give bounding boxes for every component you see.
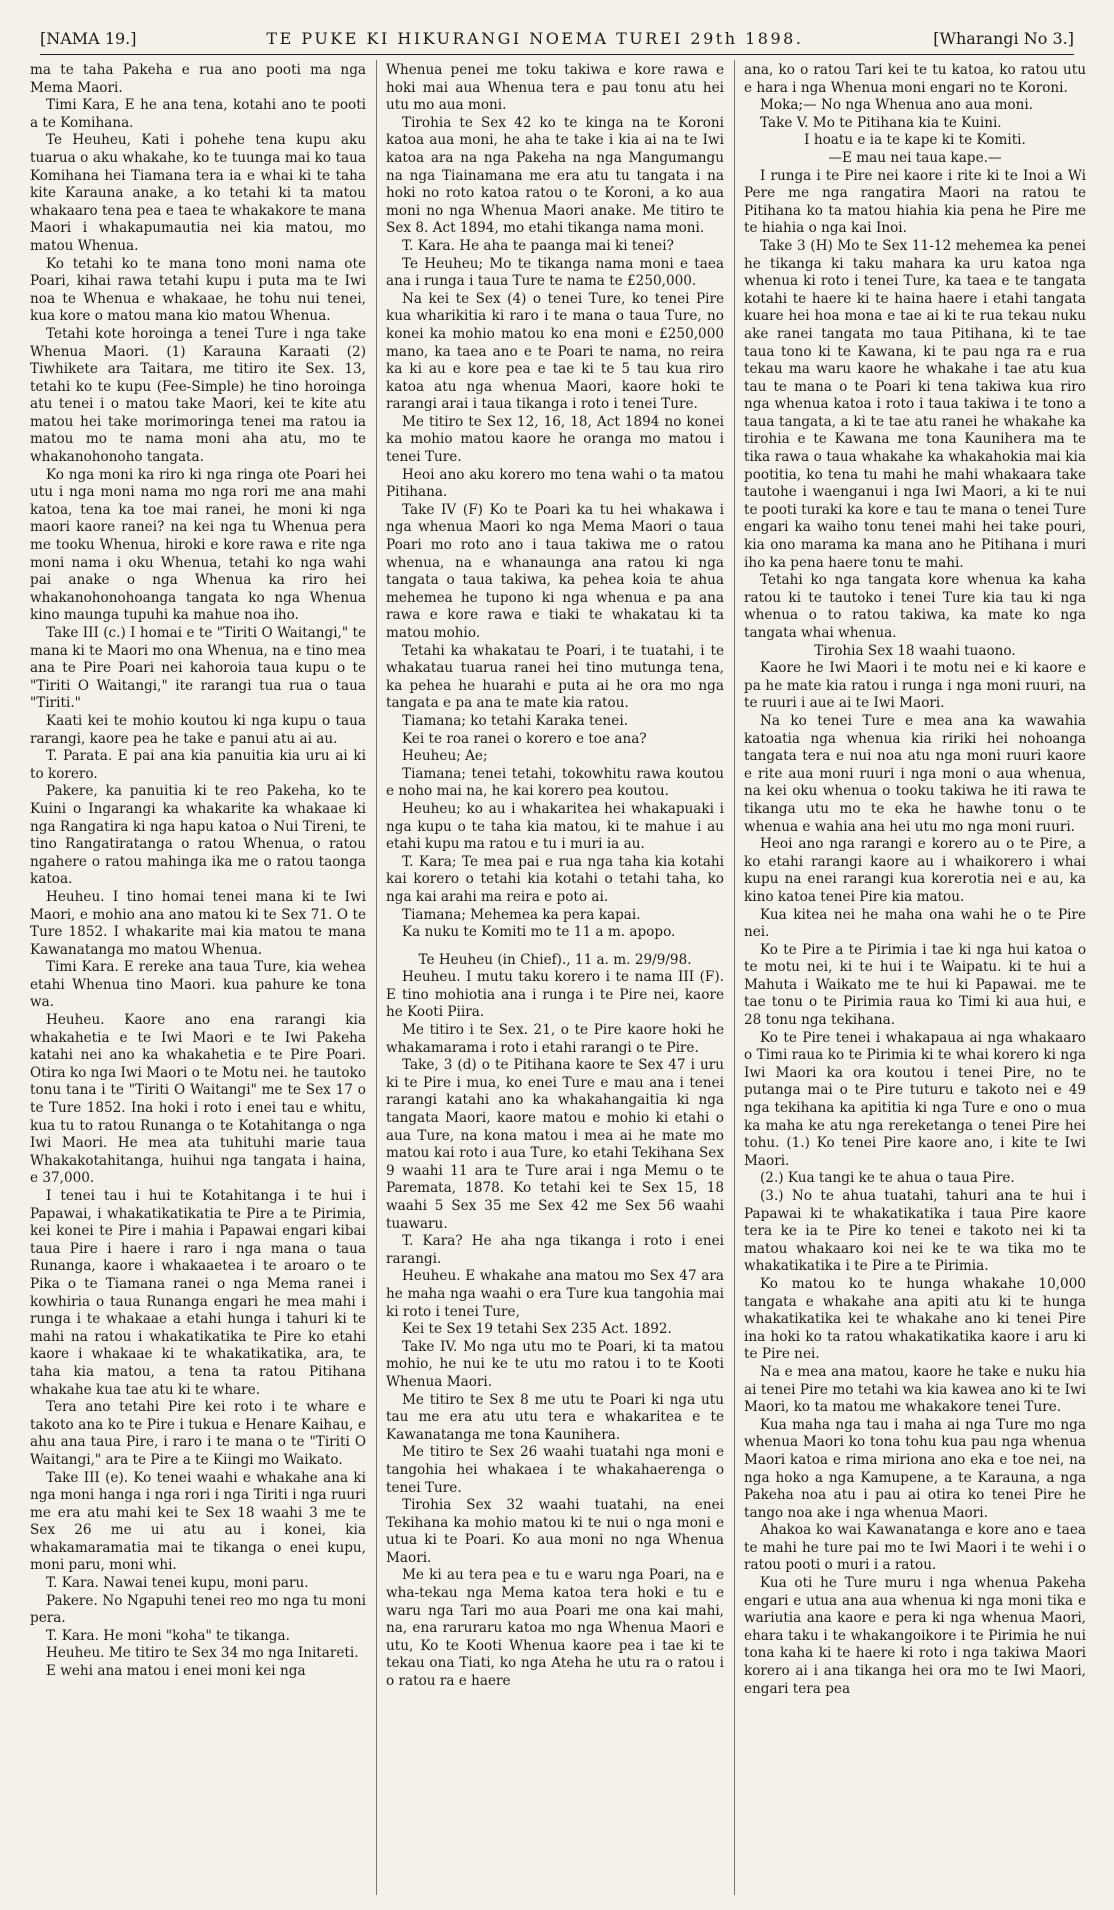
paragraph: Kei te Sex 19 tetahi Sex 235 Act. 1892. [402, 1321, 672, 1338]
page-header [40, 26, 1074, 50]
header-rule [40, 54, 1074, 55]
paragraph: Me ki au tera pea e tu e waru nga Poari, na e wha-tekau nga Mema katoa tera hoki e tu e waru nga Tari mo aua Poari me ona kai mahi, na, ena raruraru katoa mo nga Whenua Maori e utu, Ko te Kooti Whenua kaore pea i tae ki te tekau ona Tiati, ko nga Ateha he utu ra o ratou i o ratou ra e haere [386, 1567, 724, 1690]
paragraph: Take, 3 (d) o te Pitihana kaore te Sex 47 i uru ki te Pire i mua, ko enei Ture e mau ana i tenei rarangi katahi ano ka whakahangaitia ki nga tangata Maori, kaore matou e mohio ki etahi o aua Ture, na kona matou i mea ai he mate mo matou kai roto i aua Ture, ko etahi Tekihana Sex 9 waahi 11 ara te Ture arai i nga Memu o te Paremata, 1878. Ko tetahi kei te Sex 15, 18 waahi 5 Sex 35 me Sex 42 me Sex 56 waahi tuawaru. [386, 1057, 724, 1232]
paragraph: Pakere. No Ngapuhi tenei reo mo nga tu moni pera. [30, 1592, 366, 1627]
column-2 [386, 62, 724, 1892]
paragraph: Take IV. Mo nga utu mo te Poari, ki ta matou mohio, he nui ke te utu mo ratou i to te Kooti Whenua Maori. [386, 1338, 724, 1390]
paragraph: Tirohia te Sex 42 ko te kinga na te Koroni katoa aua moni, he aha te take i kia ai na te Iwi katoa ara na nga Pakeha na nga Mangumangu na nga Tiainamana me era atu tu tangata i na hoki no roto katoa ratou o te Koroni, a ko aua moni no nga Whenua Maori anake. Me titiro te Sex 8. Act 1894, mo etahi tikanga nama moni. [386, 114, 724, 237]
paragraph: Me titiro i te Sex. 21, o te Pire kaore hoki he whakamarama i roto i etahi rarangi o te Pire. [386, 1022, 724, 1056]
paragraph: Heuheu. Me titiro te Sex 34 mo nga Initareti. [46, 1645, 359, 1662]
paragraph: Me titiro te Sex 8 me utu te Poari ki nga utu tau me era atu utu tera e whakaritea e te Kawanatanga me tona Kaunihera. [386, 1391, 724, 1443]
paragraph: T. Kara; Te mea pai e rua nga taha kia kotahi kai korero o tetahi kia kotahi o tetahi taha, ko nga kai arahi ma reira e poto ai. [386, 853, 724, 905]
paragraph: Te Heuheu, Kati i pohehe tena kupu aku tuarua o aku whakahe, ko te tuunga mai ko taua Komihana hei Tiamana tera ia e whai ki te taha kite Karauna anake, a ko tetahi ki ta matou whakaaro tena pea e taea te whakakore te mana Maori i whakapumautia nei kia matou, mo matou Whenua. [30, 132, 366, 254]
paragraph: Take V. Mo te Pitihana kia te Kuini. [760, 114, 1002, 131]
paragraph: Moka;— No nga Whenua ano aua moni. [760, 97, 1034, 114]
paragraph: Take IV (F) Ko te Poari ka tu hei whakawa i nga whenua Maori ko nga Mema Maori o taua Poari mo roto ano i taua takiwa me o ratou whenua, na e whanaunga ana ratou ki nga tangata o taua takiwa, ka pehea koia te ahua mehemea he tupono ki nga whenua e pa ana rawa e kore rawa e tiaki te whakatau ki ta matou mohio. [386, 501, 724, 641]
paragraph: Ka nuku te Komiti mo te 11 a m. apopo. [402, 924, 676, 941]
paragraph: I tenei tau i hui te Kotahitanga i te hui i Papawai, i whakatikatikatia te Pire a te Pirimia, kei konei te Pire i mahia i Papawai engari kibai taua Pire i haere i raro i nga mana o taua Runanga, kaore i whakaaetea i te aroaro o te Pika o te Tiamana ranei o nga Mema ranei i kowhiria o taua Runanga engari he mea mahi i runga i te whakaae a etahi hunga i tahuri ki te mahi na ratou i whakatikatika te Pire ko etahi kaore i whakaae ki te whakatikatika, ara, te taha kia matou, a tena ta ratou Pitihana whakahe kua tae atu ki te whare. [30, 1188, 366, 1398]
paragraph: Kei te roa ranei o korero e toe ana? [402, 730, 647, 747]
paragraph: I hoatu e ia te kape ki te Komiti. [804, 132, 1026, 149]
paragraph: Ko tetahi ko te mana tono moni nama ote Poari, kihai rawa tetahi kupu i puta ma te Iwi noa te Whenua e whakaae, he tohu nui tenei, kua kore o matou mana kio matou Whenua. [30, 255, 366, 325]
paragraph: ana, ko o ratou Tari kei te tu katoa, ko ratou utu e hara i nga Whenua moni engari no te Koroni. [744, 62, 1086, 96]
paragraph: Kua maha nga tau i maha ai nga Ture mo nga whenua Maori ko tona tohu kua pau nga whenua Maori katoa e rima miriona ano eka e toe nei, na nga hoko a nga Kamupene, a te Karauna, a nga Pakeha noa atu i pau ai otira ko tenei Pire he tango noa ake i nga whenua Maori. [744, 1416, 1086, 1521]
paragraph: Heuheu. E whakahe ana matou mo Sex 47 ara he maha nga waahi o era Ture kua tangohia mai ki roto i tenei Ture, [386, 1268, 724, 1320]
paragraph: Heuheu. I tino homai tenei mana ki te Iwi Maori, e mohio ana ano matou ki te Sex 71. O te Ture 1852. I whakarite mai kia matou te mana Kawanatanga mo matou Whenua. [30, 888, 366, 958]
paragraph: Kua kitea nei he maha ona wahi he o te Pire nei. [744, 906, 1086, 941]
paragraph: (2.) Kua tangi ke te ahua o taua Pire. [760, 1170, 1015, 1187]
paragraph: Me titiro te Sex 26 waahi tuatahi nga moni e tangohia hei whakaea i te whakahaerenga o tenei Ture. [386, 1444, 724, 1496]
paragraph: Timi Kara, E he ana tena, kotahi ano te pooti a te Komihana. [30, 97, 366, 131]
paragraph: (3.) No te ahua tuatahi, tahuri ana te hui i Papawai ki te whakatikatika i taua Pire kaore tera ke ia te Pire ko tenei e takoto nei ki ta matou whakaaro koi nei ke te wa tika mo te whakatikatika i te Pire a te Pirimia. [744, 1188, 1086, 1275]
paragraph: Timi Kara. E rereke ana taua Ture, kia wehea etahi Whenua tino Maori. kua pahure ke tona wa. [30, 959, 366, 1011]
paragraph: Na e mea ana matou, kaore he take e nuku hia ai tenei Pire mo tetahi wa kia kawea ano ki te Iwi Maori, ko ta matou me whakakore tenei Ture. [744, 1363, 1086, 1416]
paragraph: Te Heuheu; Mo te tikanga nama moni e taea ana i runga i taua Ture te nama te £250,000. [386, 255, 724, 290]
paragraph: Kaore he Iwi Maori i te motu nei e ki kaore e pa he mate kia ratou i runga i nga moni ruuri, na te ruuri i aue ai te Iwi Maori. [744, 660, 1086, 712]
paragraph: T. Kara? He aha nga tikanga i roto i enei rarangi. [386, 1233, 724, 1267]
paragraph: Ahakoa ko wai Kawanatanga e kore ano e taea te mahi he ture pai mo te Iwi Maori i te wehi i o ratou pooti o muri i a ratou. [744, 1522, 1086, 1574]
paragraph: Pakere, ka panuitia ki te reo Pakeha, ko te Kuini o Ingarangi ka whakarite ka whakaae ki nga Rangatira ki nga hapu katoa o Nui Tireni, te tino Rangatiratanga o ratou Whenua, o ratou ngahere o ratou mahinga ika me o ratou taonga katoa. [30, 783, 366, 888]
paragraph: Heoi ano aku korero mo tena wahi o ta matou Pitihana. [386, 466, 724, 501]
paragraph: T. Kara. He aha te paanga mai ki tenei? [402, 237, 674, 254]
paragraph: Heuheu; Ae; [402, 748, 488, 765]
paragraph: Ko matou ko te hunga whakahe 10,000 tangata e whakahe ana apiti atu ki te hunga whakatikatika kei te whakahe ano ki tenei Pire ina hoki ko ta ratou whakatikatika kaore i aru ki te Pire nei. [744, 1275, 1086, 1363]
page-number: [Wharangi No 3.] [933, 28, 1074, 48]
paragraph: ma te taha Pakeha e rua ano pooti ma nga Mema Maori. [30, 62, 366, 96]
paragraph: Tera ano tetahi Pire kei roto i te whare e takoto ana ko te Pire i tukua e Henare Kaihau, e ahu ana taua Pire, i raro i te mana o te "Tiriti O Waitangi," ara te Pire a te Kiingi mo Waikato. [30, 1399, 366, 1468]
column-3 [744, 62, 1086, 1892]
paragraph: Tirohia Sex 32 waahi tuatahi, na enei Tekihana ka mohio matou ki te nui o nga moni e utua ki te Poari. Ko aua moni no nga Whenua Maori. [386, 1497, 724, 1566]
paragraph: I runga i te Pire nei kaore i rite ki te Inoi a Wi Pere me nga rangatira Maori na ratou te Pitihana ko ta matou hiahia kia pena he Pire me te hiahia o nga kai Inoi. [744, 167, 1086, 237]
paragraph: Tetahi ko nga tangata kore whenua ka kaha ratou ki te tautoko i tenei Ture kia tau ki nga whenua o to ratou takiwa, ka mate ko nga tangata whai whenua. [744, 572, 1086, 641]
paragraph: Kaati kei te mohio koutou ki nga kupu o taua rarangi, kaore pea he take e panui atu ai au. [30, 712, 366, 747]
issue-number: [NAMA 19.] [40, 28, 137, 48]
paragraph: Tetahi ka whakatau te Poari, i te tuatahi, i te whakatau tuarua ranei hei tino mutunga tena, ka pehea he huarahi e puta ai he ora mo nga tangata e pa ana te mate kia ratou. [386, 642, 724, 712]
paragraph: T. Kara. Nawai tenei kupu, moni paru. [46, 1575, 309, 1592]
paragraph: Tiamana; tenei tetahi, tokowhitu rawa koutou e noho mai na, he kai korero pea koutou. [386, 765, 724, 800]
column-divider [734, 60, 735, 1895]
paragraph: Heuheu. I mutu taku korero i te nama III (F). E tino mohiotia ana i runga i te Pire nei, kaore he Kooti Piira. [386, 969, 724, 1021]
paragraph: Heuheu; ko au i whakaritea hei whakapuaki i nga kupu o te taha kia matou, ki te mahue i au etahi kupu ma ratou e tu i muri ia au. [386, 800, 724, 853]
paragraph: T. Parata. E pai ana kia panuitia kia uru ai ki to korero. [30, 748, 366, 782]
paragraph: Na ko tenei Ture e mea ana ka wawahia katoatia nga whenua kia ririki hei nohoanga tangata tera e nui noa atu nga moni ruuri kaore e rite aua moni ruuri i nga moni o aua whenua, na kei oku whenua o tooku takiwa he iti rawa te tikanga utu mo te eka he hawhe tonu o te whenua e wahia ana hei utu mo nga moni ruuri. [744, 712, 1086, 835]
paragraph: —E mau nei taua kape.— [828, 149, 1002, 166]
paragraph: E wehi ana matou i enei moni kei nga [46, 1663, 306, 1680]
paragraph: Take 3 (H) Mo te Sex 11-12 mehemea ka penei he tikanga ki taku mahara ka uru katoa nga whenua ki roto i tenei Ture, ka taea e te tangata kotahi te haere ki te haina haere i etahi tangata kuare hei hoa mona e tae ai ki te rua tekau nuku ake ranei tangata mo taua Pitihana, ki te tae taua tono ki te Kawana, ki te pau nga ra e rua tekau ma waru kaore he whakahe i tae atu kua tau te mana o te Poari ki tena takiwa kua riro nga whenua katoa i roto i taua takiwa i te tono a taua tangata, a ki te tae atu ranei he whakahe ka tirohia e te Kawana me tona Kaunihera ma te tika rawa o taua whakahe ka whakahokia mai kia pootitia, ko tena tu mahi he mahi whakaara take tautohe i waenganui i nga Iwi Maori, a ki te nui te pooti turaki ka kore e tau te mana o tenei Ture engari ka waiho tonu tenei mahi hei take pouri, kia ono marama ka mana ano he Pitihana i muri iho ka pena haere tonu te mahi. [744, 237, 1086, 571]
column-divider [376, 60, 377, 1895]
paragraph: Take III (c.) I homai e te "Tiriti O Waitangi," te mana ki te Maori mo ona Whenua, na e tino mea ana te Pire Poari nei kahoroia taua kupu o te "Tiriti O Waitangi," ite rarangi tua rua o taua "Tiriti." [30, 625, 366, 712]
newspaper-title: TE PUKE KI HIKURANGI NOEMA TUREI 29th 1898. [266, 28, 804, 48]
paragraph: Ko te Pire tenei i whakapaua ai nga whakaaro o Timi raua ko te Pirimia ki te whai korero ki nga Iwi Maori ka ora koutou i tenei Pire, no te putanga mai o te Pire tuturu e takoto nei e 49 nga tekihana ka apititia ki nga Ture e ono o mua ka maha ke atu nga rereketanga o tenei Pire hei tohu. (1.) Ko tenei Pire kaore ano, i kite te Iwi Maori. [744, 1029, 1086, 1169]
section-heading: Te Heuheu (in Chief)., 11 a. m. 29/9/98. [418, 951, 692, 968]
paragraph: Ko te Pire a te Pirimia i tae ki nga hui katoa o te motu nei, ki te hui i te Waipatu. ki te hui a Mahuta i Waikato me te hui ki Papawai. me te tae tonu o te Pirimia raua ko Timi ki aua hui, e 28 tonu nga tekihana. [744, 941, 1086, 1029]
paragraph: Tirohia Sex 18 waahi tuaono. [814, 642, 1016, 659]
paragraph: Me titiro te Sex 12, 16, 18, Act 1894 no konei ka mohio matou kaore he oranga mo matou i tenei Ture. [386, 413, 724, 466]
paragraph: Heoi ano nga rarangi e korero au o te Pire, a ko etahi rarangi kaore au i whaikorero i whai kupu na enei rarangi kua korerotia nei e au, ka kino katoa tenei Pire kia matou. [744, 836, 1086, 905]
column-1 [30, 62, 366, 1892]
paragraph: Whenua penei me toku takiwa e kore rawa e hoki mai aua Whenua tera e pau tonu atu hei utu mo aua moni. [386, 62, 724, 114]
paragraph: Tetahi kote horoinga a tenei Ture i nga take Whenua Maori. (1) Karauna Karaati (2) Tiwhikete ara Taitara, me titiro ite Sex. 13, tetahi ko te kupu (Fee-Simple) he tino horoinga atu tenei i o matou take Maori, kei te kite atu matou hei take morimoringa tenei ma ratou ia matou mo te nama moni aha atu, mo te whakanohonoho tangata. [30, 325, 366, 466]
paragraph: Kua oti he Ture muru i nga whenua Pakeha engari e utua ana aua whenua ki nga moni tika e wariutia ana kaore e pera ki nga whenua Maori, ehara taku i te whakangoikore i te Pirimia he nui tona kaha ki te haere ki roto i nga takiwa Maori korero ai i ana tikanga hei ora mo te Iwi Maori, engari tera pea [744, 1575, 1086, 1697]
paragraph: Tiamana; ko tetahi Karaka tenei. [402, 712, 629, 729]
paragraph: Ko nga moni ka riro ki nga ringa ote Poari hei utu i nga moni nama mo nga rori me ana mahi katoa, tena ka toe mai ranei, he moni ki nga maori kaore ranei? na kei nga tu Whenua pera me tooku Whenua, hiroki e kore rawa e rite nga moni nama i oku Whenua, tetahi ko nga wahi pai anake o nga Whenua ka riro hei whakanohonohoanga tangata ko nga Whenua kino maunga tupuhi ka mahue noa iho. [30, 466, 366, 624]
paragraph: T. Kara. He moni "koha" te tikanga. [46, 1627, 290, 1644]
paragraph: Tiamana; Mehemea ka pera kapai. [402, 906, 641, 923]
paragraph: Na kei te Sex (4) o tenei Ture, ko tenei Pire kua wharikitia ki raro i te mana o taua Ture, no konei ka mohio matou ko ena moni e £250,000 mano, ka taea ano e te Poari te nama, no reira ka ki au e kore pea e tae ki te 5 tau kua riro katoa atu nga whenua Maori, kaore hoki te rarangi arai i taua tikanga i roto i tenei Ture. [386, 290, 724, 413]
paragraph: Heuheu. Kaore ano ena rarangi kia whakahetia e te Iwi Maori e te Iwi Pakeha katahi nei ano ka whakahetia e te Pire Poari. Otira ko nga Iwi Maori o te Motu nei. he tautoko tonu tana i te "Tiriti O Waitangi" me te Sex 17 o te Ture 1852. Ina hoki i roto i enei tau e whitu, kua tu to ratou Runanga o te Kotahitanga o nga Iwi Maori. He mea ata tuhituhi marie taua Whakakotahitanga, huihui nga tangata i haina, e 37,000. [30, 1012, 366, 1187]
paragraph: Take III (e). Ko tenei waahi e whakahe ana ki nga moni hanga i nga rori i nga Tiriti i nga ruuri me era atu mahi kei te Sex 18 waahi 3 me te Sex 26 me ui atu au i konei, kia whakamaramatia mai te tikanga o enei kupu, moni paru, moni whi. [30, 1469, 366, 1574]
